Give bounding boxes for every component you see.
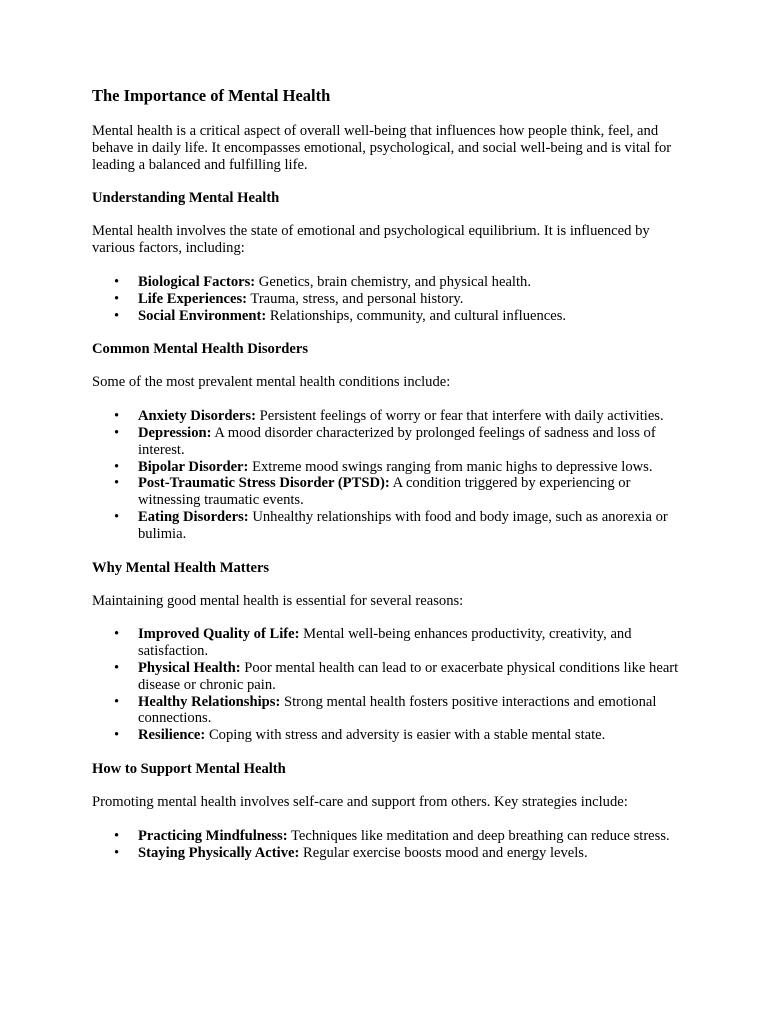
item-text: A condition triggered by experiencing or witnessing traumatic events. <box>138 475 631 509</box>
section-heading-why-matters: Why Mental Health Matters <box>92 559 270 576</box>
bullet-list <box>92 828 682 862</box>
section-heading-understanding: Understanding Mental Health <box>92 190 280 207</box>
list-item <box>92 727 682 744</box>
section-lead: Maintaining good mental health is essential for several reasons: <box>92 592 464 609</box>
item-text: Mental well-being enhances productivity, creativity, and satisfaction. <box>138 626 632 660</box>
item-term: Physical Health: <box>138 659 241 676</box>
list-item <box>92 274 682 291</box>
list-item <box>92 425 682 459</box>
item-term: Anxiety Disorders: <box>138 408 256 425</box>
item-text: Relationships, community, and cultural influences. <box>269 307 567 324</box>
item-text: Regular exercise boosts mood and energy levels. <box>303 844 588 861</box>
item-text: Coping with stress and adversity is easier with a stable mental state. <box>208 727 606 744</box>
document-title: The Importance of Mental Health <box>92 86 331 105</box>
section-heading-disorders: Common Mental Health Disorders <box>92 341 309 358</box>
intro-paragraph: Mental health is a critical aspect of overall well-being that influences how people think, feel, and behave in daily life. It encompasses emotional, psychological, and social well-being and is vital for leading a balanced and fulfilling life. <box>92 123 672 173</box>
item-term: Post-Traumatic Stress Disorder (PTSD): <box>138 475 390 492</box>
item-term: Improved Quality of Life: <box>138 626 300 643</box>
item-term: Resilience: <box>138 727 206 744</box>
bullet-icon: • <box>114 475 120 492</box>
bullet-list <box>92 274 682 324</box>
bullet-icon: • <box>114 408 120 425</box>
item-text: A mood disorder characterized by prolonged feelings of sadness and loss of interest. <box>138 424 656 458</box>
item-term: Biological Factors: <box>138 273 256 290</box>
list-item <box>92 408 682 425</box>
list-item <box>92 291 682 308</box>
bullet-icon: • <box>114 827 120 844</box>
item-text: Techniques like meditation and deep breathing can reduce stress. <box>290 827 670 844</box>
bullet-icon: • <box>114 508 120 525</box>
bullet-list <box>92 626 682 744</box>
item-text: Persistent feelings of worry or fear that interfere with daily activities. <box>259 408 664 425</box>
bullet-icon: • <box>114 273 120 290</box>
item-term: Depression: <box>138 424 212 441</box>
document-page <box>92 86 682 878</box>
bullet-list <box>92 408 682 542</box>
item-term: Social Environment: <box>138 307 267 324</box>
list-item <box>92 509 682 543</box>
item-term: Staying Physically Active: <box>138 844 300 861</box>
section-heading-support: How to Support Mental Health <box>92 760 286 777</box>
list-item <box>92 459 682 476</box>
list-item <box>92 845 682 862</box>
bullet-icon: • <box>114 659 120 676</box>
item-text: Extreme mood swings ranging from manic highs to depressive lows. <box>252 458 653 475</box>
list-item <box>92 626 682 660</box>
bullet-icon: • <box>114 458 120 475</box>
bullet-icon: • <box>114 693 120 710</box>
bullet-icon: • <box>114 844 120 861</box>
bullet-icon: • <box>114 307 120 324</box>
item-term: Healthy Relationships: <box>138 693 281 710</box>
bullet-icon: • <box>114 424 120 441</box>
item-text: Genetics, brain chemistry, and physical health. <box>258 273 531 290</box>
list-item <box>92 308 682 325</box>
list-item <box>92 660 682 694</box>
list-item <box>92 828 682 845</box>
item-term: Eating Disorders: <box>138 508 249 525</box>
item-text: Poor mental health can lead to or exacerbate physical conditions like heart disease or chronic pain. <box>138 659 679 693</box>
item-term: Bipolar Disorder: <box>138 458 249 475</box>
bullet-icon: • <box>114 290 120 307</box>
item-term: Practicing Mindfulness: <box>138 827 288 844</box>
bullet-icon: • <box>114 727 120 744</box>
bullet-icon: • <box>114 626 120 643</box>
item-text: Strong mental health fosters positive interactions and emotional connections. <box>138 693 657 727</box>
list-item <box>92 694 682 728</box>
section-lead: Some of the most prevalent mental health conditions include: <box>92 374 451 391</box>
item-text: Unhealthy relationships with food and body image, such as anorexia or bulimia. <box>138 508 668 542</box>
item-term: Life Experiences: <box>138 290 248 307</box>
item-text: Trauma, stress, and personal history. <box>250 290 464 307</box>
section-lead: Promoting mental health involves self-care and support from others. Key strategies include: <box>92 793 628 810</box>
section-lead: Mental health involves the state of emotional and psychological equilibrium. It is influenced by various factors, including: <box>92 223 650 257</box>
list-item <box>92 475 682 509</box>
